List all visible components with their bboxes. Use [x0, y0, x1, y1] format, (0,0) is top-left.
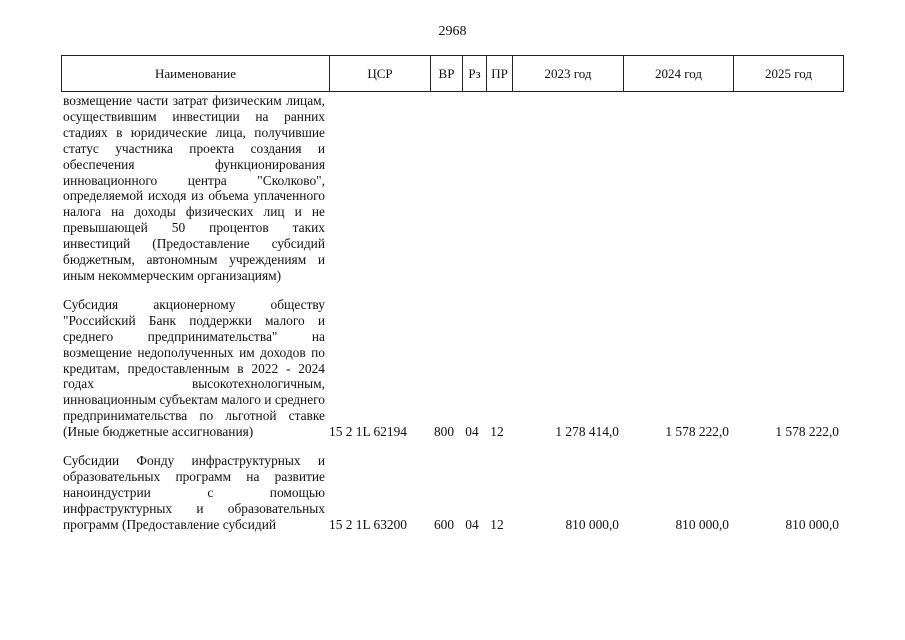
- table-row: [61, 93, 843, 284]
- row-name: Субсидия акционерному обществу "Российский Банк поддержки малого и среднего предпринимательства" на возмещение недополученных им доходов по кредитам, предоставленным в 2022 - 2024 годах высокотехнологичным, инновационным субъектам малого и среднего предпринимательства по льготной ставке (Иные бюджетные ассигнования): [63, 296, 325, 440]
- header-name: Наименование: [62, 56, 330, 92]
- row-codes: [327, 424, 841, 440]
- header-2025: 2025 год: [734, 56, 844, 92]
- row-pr: 12: [490, 516, 504, 532]
- row-csr: 15 2 1L 63200: [329, 516, 407, 532]
- row-vr: 600: [433, 516, 455, 532]
- table-row: [61, 297, 843, 440]
- row-name: Субсидии Фонду инфраструктурных и образовательных программ на развитие наноиндустрии с помощью инфраструктурных и образовательных программ (Предоставление субсидий: [63, 453, 325, 532]
- row-codes: [327, 517, 841, 533]
- row-pr: 12: [490, 424, 504, 440]
- row-2024: 810 000,0: [675, 516, 729, 532]
- header-2023: 2023 год: [513, 56, 624, 92]
- header-csr: ЦСР: [330, 56, 431, 92]
- row-2023: 1 278 414,0: [555, 424, 619, 440]
- row-csr: 15 2 1L 62194: [329, 424, 407, 440]
- header-rz: Рз: [463, 56, 487, 92]
- header-2024: 2024 год: [624, 56, 734, 92]
- row-2025: 810 000,0: [785, 516, 839, 532]
- row-2024: 1 578 222,0: [665, 424, 729, 440]
- table-row: [61, 453, 843, 533]
- row-rz: 04: [465, 516, 479, 532]
- header-pr: ПР: [487, 56, 513, 92]
- table-header: [61, 55, 844, 92]
- row-vr: 800: [433, 424, 455, 440]
- row-rz: 04: [465, 424, 479, 440]
- header-vr: ВР: [431, 56, 463, 92]
- row-2025: 1 578 222,0: [775, 424, 839, 440]
- page-number: 2968: [438, 24, 467, 39]
- row-name: возмещение части затрат физическим лицам, осуществившим инвестиции на ранних стадиях в юридические лица, получившие статус участника проекта создания и обеспечения функционирования инновационного центра "Сколково", определяемой исходя из объема уплаченного налога на доходы физических лиц и не превышающей 50 процентов таких инвестиций (Предоставление субсидий бюджетным, автономным учреждениям и иным некоммерческим организациям): [63, 93, 325, 283]
- table-body: [61, 93, 843, 533]
- row-2023: 810 000,0: [565, 516, 619, 532]
